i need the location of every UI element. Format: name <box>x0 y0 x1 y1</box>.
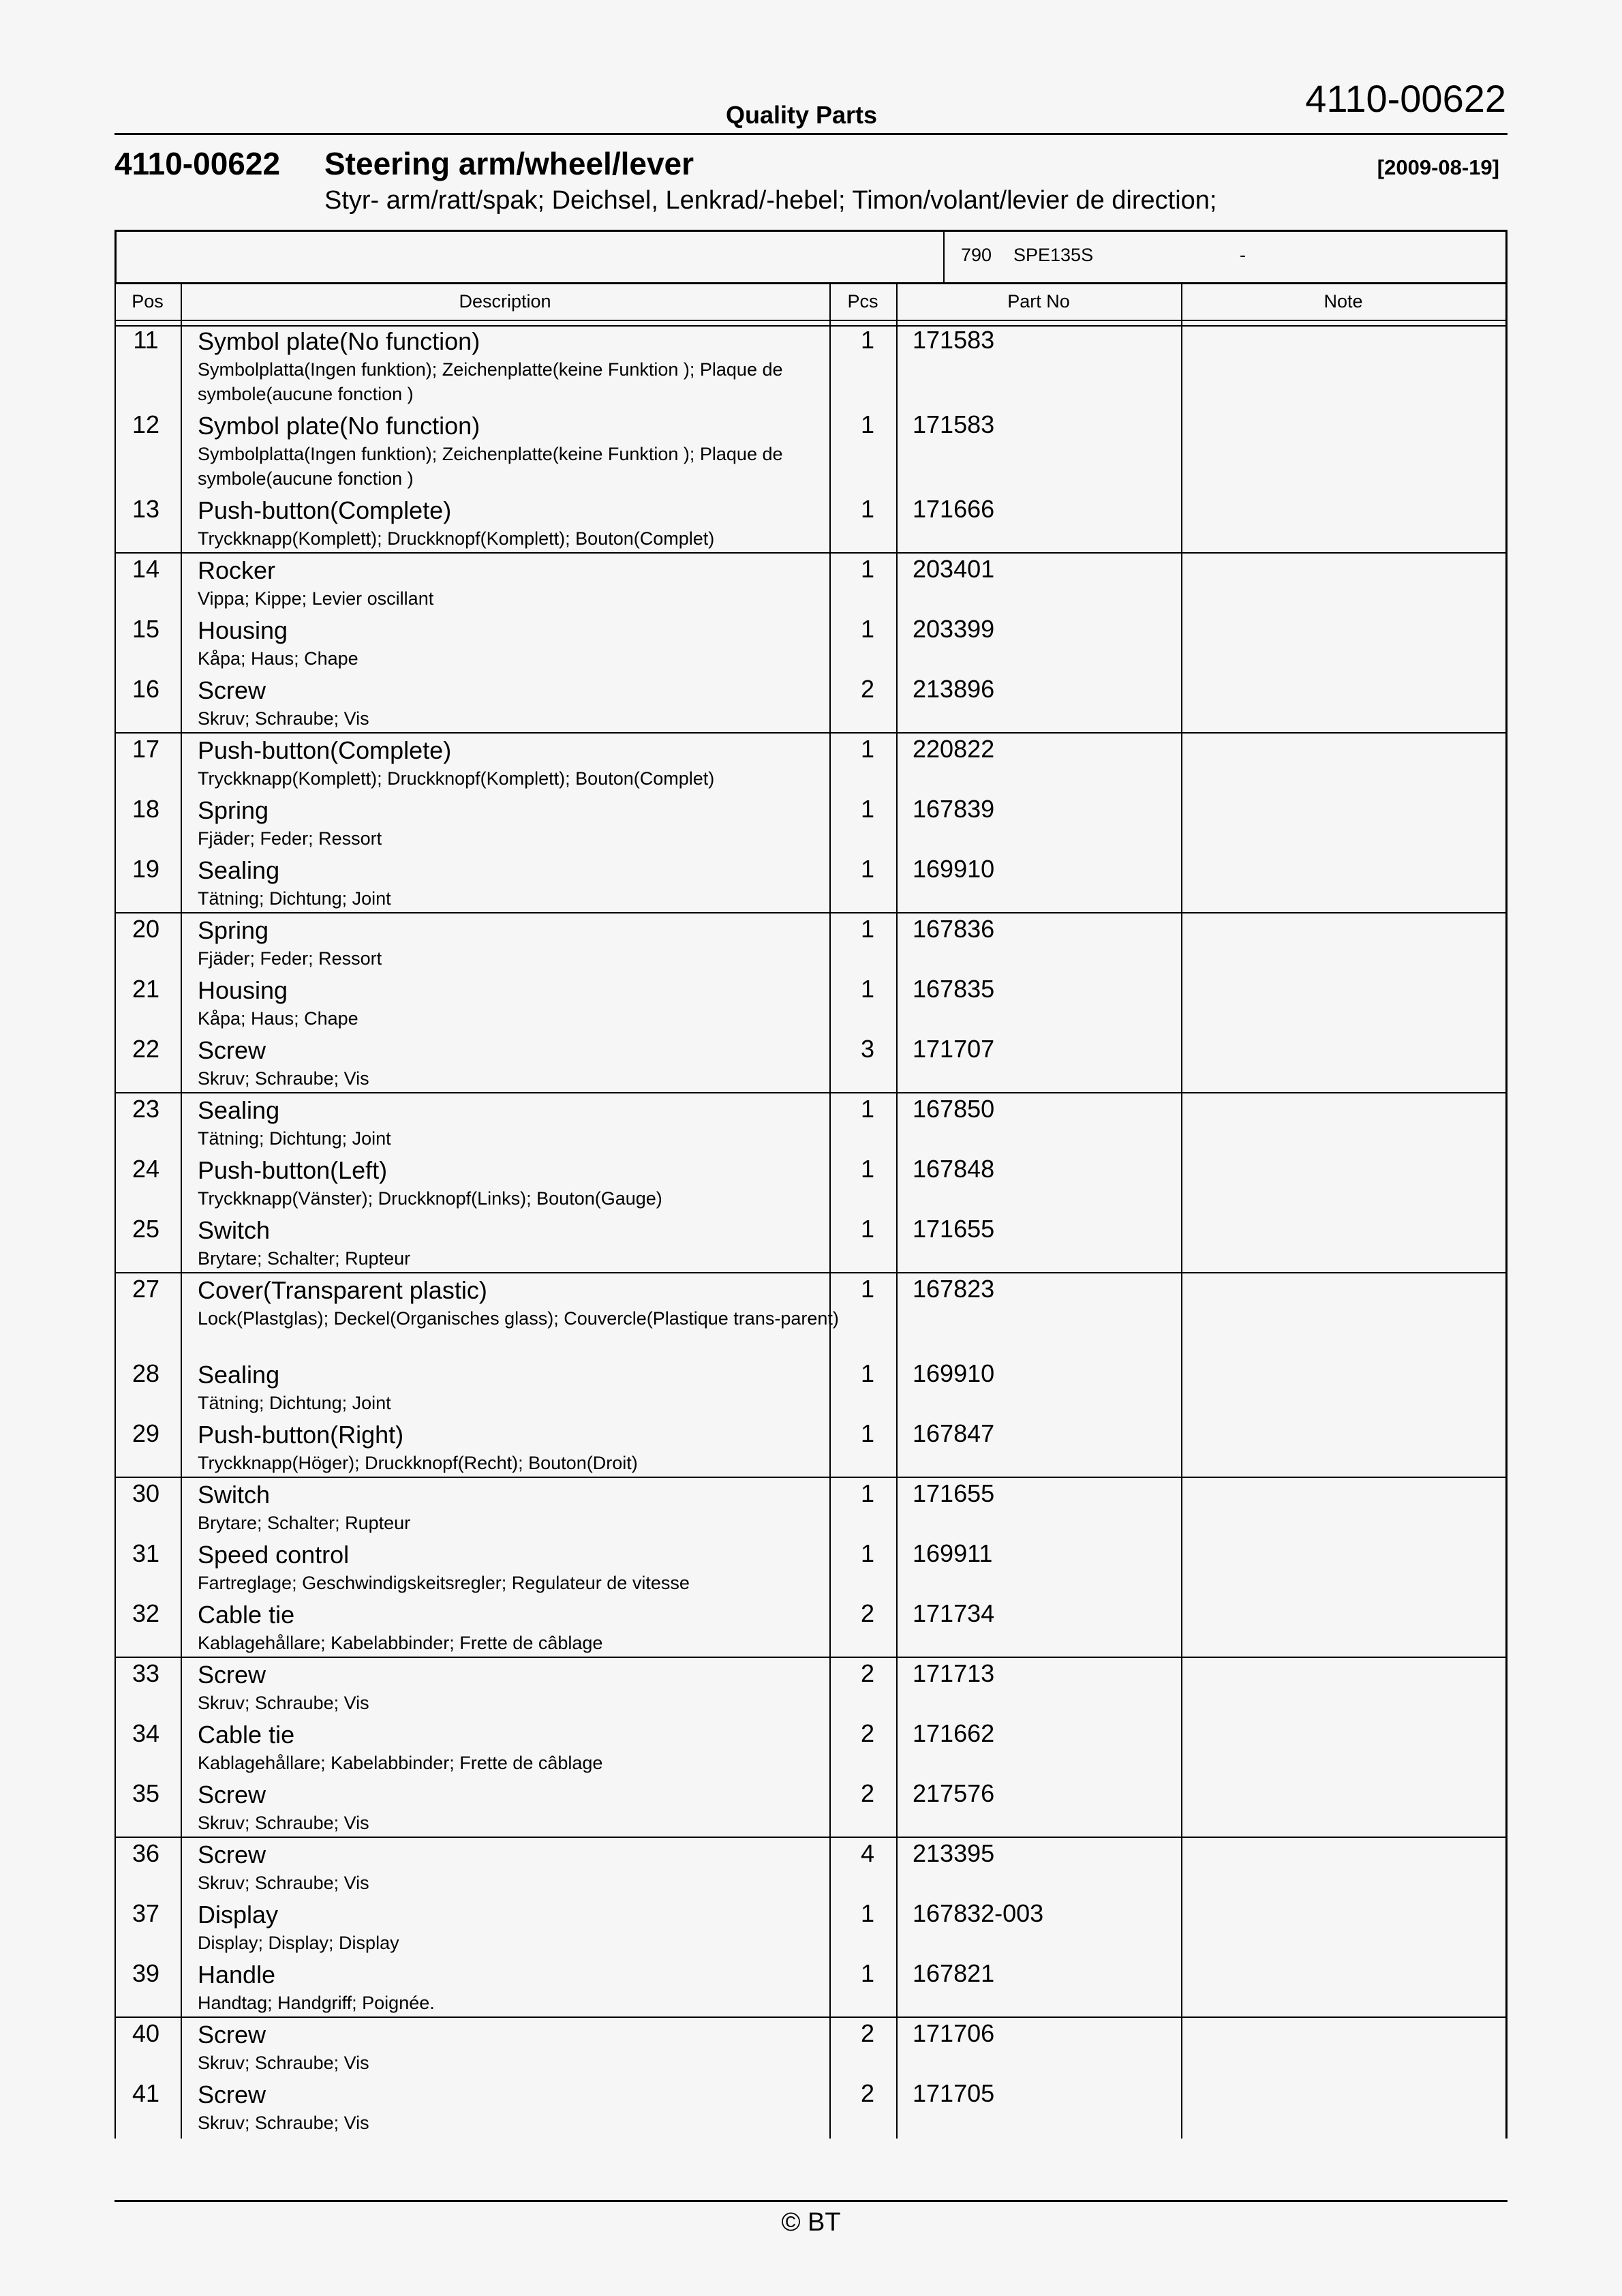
cell-pos: 12 <box>132 410 160 438</box>
cell-pcs: 1 <box>860 1359 875 1387</box>
cell-description <box>198 1959 920 2015</box>
cell-pcs: 1 <box>860 615 875 643</box>
description-translations: Skruv; Schraube; Vis <box>198 1693 369 1713</box>
cell-pos: 20 <box>132 915 160 943</box>
description-main: Spring <box>198 916 269 944</box>
description-main: Housing <box>198 976 288 1004</box>
cell-pcs: 1 <box>860 326 875 354</box>
cell-pcs: 2 <box>860 1659 875 1687</box>
group-divider <box>114 1837 1508 1838</box>
cell-pcs: 1 <box>860 1155 875 1183</box>
cell-pos: 15 <box>132 615 160 643</box>
cell-part-no: 171655 <box>913 1479 995 1507</box>
description-translations: Tryckknapp(Vänster); Druckknopf(Links); Bouton(Gauge) <box>198 1188 662 1209</box>
cell-part-no: 203399 <box>913 615 995 643</box>
cell-description <box>198 855 920 911</box>
model-number: 790 <box>961 245 992 265</box>
cell-pos: 36 <box>132 1839 160 1867</box>
cell-pos: 34 <box>132 1719 160 1747</box>
cell-part-no: 171707 <box>913 1035 995 1063</box>
description-translations: Brytare; Schalter; Rupteur <box>198 1513 411 1533</box>
description-translations: Display; Display; Display <box>198 1933 399 1953</box>
col-divider-pos <box>181 284 182 2139</box>
cell-part-no: 171655 <box>913 1215 995 1243</box>
cell-part-no: 171583 <box>913 410 995 438</box>
group-divider <box>114 1477 1508 1478</box>
cell-pcs: 2 <box>860 1599 875 1627</box>
cell-pos: 39 <box>132 1959 160 1987</box>
model-divider <box>943 232 945 282</box>
cell-description <box>198 410 920 491</box>
description-translations: Kåpa; Haus; Chape <box>198 648 358 669</box>
cell-description <box>198 1599 920 1655</box>
description-main: Switch <box>198 1216 271 1244</box>
cell-pcs: 1 <box>860 1275 875 1303</box>
section-title: Steering arm/wheel/lever <box>324 146 694 181</box>
description-translations: Skruv; Schraube; Vis <box>198 1068 369 1089</box>
cell-part-no: 167821 <box>913 1959 995 1987</box>
cell-pcs: 1 <box>860 795 875 823</box>
cell-description <box>198 1155 920 1211</box>
cell-pcs: 1 <box>860 735 875 763</box>
description-main: Push-button(Complete) <box>198 736 452 764</box>
cell-description <box>198 1539 920 1595</box>
section-translations: Styr- arm/ratt/spak; Deichsel, Lenkrad/-hebel; Timon/volant/levier de direction; <box>324 186 1217 215</box>
cell-part-no: 169910 <box>913 855 995 883</box>
cell-pos: 16 <box>132 675 160 703</box>
description-main: Symbol plate(No function) <box>198 327 480 355</box>
cell-pcs: 2 <box>860 2019 875 2047</box>
description-translations: Kåpa; Haus; Chape <box>198 1008 358 1029</box>
cell-pos: 29 <box>132 1419 160 1447</box>
cell-part-no: 171706 <box>913 2019 995 2047</box>
description-main: Cable tie <box>198 1601 295 1629</box>
col-header-part-no: Part No <box>1007 291 1070 312</box>
col-header-description: Description <box>459 291 551 312</box>
cell-pos: 41 <box>132 2079 160 2107</box>
description-translations: Brytare; Schalter; Rupteur <box>198 1248 411 1269</box>
description-main: Cover(Transparent plastic) <box>198 1276 487 1304</box>
description-main: Sealing <box>198 1096 280 1124</box>
cell-description <box>198 326 920 406</box>
cell-part-no: 213395 <box>913 1839 995 1867</box>
cell-pos: 22 <box>132 1035 160 1063</box>
description-main: Push-button(Right) <box>198 1421 404 1449</box>
cell-pos: 23 <box>132 1095 160 1123</box>
cell-pcs: 1 <box>860 1215 875 1243</box>
group-divider <box>114 1092 1508 1093</box>
cell-pos: 18 <box>132 795 160 823</box>
group-divider <box>114 1657 1508 1658</box>
cell-description <box>198 2079 920 2135</box>
cell-pos: 33 <box>132 1659 160 1687</box>
cell-part-no: 167850 <box>913 1095 995 1123</box>
cell-description <box>198 555 920 611</box>
description-translations: Skruv; Schraube; Vis <box>198 1873 369 1893</box>
description-main: Screw <box>198 1781 266 1809</box>
description-main: Screw <box>198 1841 266 1869</box>
cell-part-no: 167848 <box>913 1155 995 1183</box>
cell-description <box>198 1275 920 1331</box>
cell-description <box>198 915 920 971</box>
description-translations: Tätning; Dichtung; Joint <box>198 888 391 909</box>
cell-part-no: 167847 <box>913 1419 995 1447</box>
cell-description <box>198 1035 920 1091</box>
description-main: Sealing <box>198 1361 280 1389</box>
description-translations: Handtag; Handgriff; Poignée. <box>198 1993 435 2013</box>
description-main: Speed control <box>198 1541 350 1569</box>
group-divider <box>114 2016 1508 2018</box>
cell-pcs: 2 <box>860 1779 875 1807</box>
cell-pos: 28 <box>132 1359 160 1387</box>
description-translations: Fjäder; Feder; Ressort <box>198 948 382 969</box>
cell-description <box>198 1659 920 1715</box>
col-header-pcs: Pcs <box>847 291 878 312</box>
description-translations: Vippa; Kippe; Levier oscillant <box>198 588 434 609</box>
cell-part-no: 167839 <box>913 795 995 823</box>
header-doc-number: 4110-00622 <box>1305 77 1506 120</box>
cell-pos: 14 <box>132 555 160 583</box>
cell-pcs: 1 <box>860 975 875 1003</box>
cell-pcs: 1 <box>860 1539 875 1567</box>
cell-pos: 13 <box>132 495 160 523</box>
description-translations: Skruv; Schraube; Vis <box>198 1813 369 1833</box>
col-header-note: Note <box>1323 291 1363 312</box>
description-main: Screw <box>198 676 266 704</box>
cell-part-no: 169910 <box>913 1359 995 1387</box>
model-name: SPE135S <box>1013 245 1094 265</box>
cell-part-no: 171662 <box>913 1719 995 1747</box>
cell-pos: 21 <box>132 975 160 1003</box>
cell-part-no: 171666 <box>913 495 995 523</box>
model-dash: - <box>1240 245 1246 265</box>
description-translations: Lock(Plastglas); Deckel(Organisches glass); Couvercle(Plastique trans-parent) <box>198 1308 839 1329</box>
cell-part-no: 171583 <box>913 326 995 354</box>
col-divider-part <box>1181 284 1182 2139</box>
description-translations: Tätning; Dichtung; Joint <box>198 1128 391 1149</box>
description-main: Rocker <box>198 556 276 584</box>
footer-copyright: © BT <box>781 2208 841 2237</box>
description-translations: Skruv; Schraube; Vis <box>198 708 369 729</box>
cell-pos: 37 <box>132 1899 160 1927</box>
cell-part-no: 171734 <box>913 1599 995 1627</box>
cell-pcs: 1 <box>860 855 875 883</box>
cell-part-no: 203401 <box>913 555 995 583</box>
cell-pos: 30 <box>132 1479 160 1507</box>
cell-pos: 40 <box>132 2019 160 2047</box>
description-translations: Tätning; Dichtung; Joint <box>198 1393 391 1413</box>
col-header-pos: Pos <box>132 291 164 312</box>
cell-part-no: 213896 <box>913 675 995 703</box>
header-title: Quality Parts <box>725 101 878 129</box>
description-main: Symbol plate(No function) <box>198 412 480 440</box>
cell-pcs: 2 <box>860 2079 875 2107</box>
cell-description <box>198 975 920 1031</box>
description-translations: Fartreglage; Geschwindigskeitsregler; Regulateur de vitesse <box>198 1573 690 1593</box>
header-divider <box>114 133 1508 135</box>
description-main: Screw <box>198 2081 266 2109</box>
cell-part-no: 167835 <box>913 975 995 1003</box>
cell-pcs: 1 <box>860 1959 875 1987</box>
cell-pos: 19 <box>132 855 160 883</box>
footer-divider <box>114 2200 1508 2202</box>
cell-part-no: 217576 <box>913 1779 995 1807</box>
cell-part-no: 171713 <box>913 1659 995 1687</box>
cell-part-no: 220822 <box>913 735 995 763</box>
cell-description <box>198 1215 920 1271</box>
section-code: 4110-00622 <box>114 146 281 181</box>
cell-pcs: 1 <box>860 495 875 523</box>
description-translations: Tryckknapp(Komplett); Druckknopf(Komplett); Bouton(Complet) <box>198 768 715 789</box>
cell-part-no: 171705 <box>913 2079 995 2107</box>
cell-pos: 25 <box>132 1215 160 1243</box>
description-main: Housing <box>198 616 288 644</box>
cell-pcs: 1 <box>860 915 875 943</box>
description-translations: Skruv; Schraube; Vis <box>198 2113 369 2133</box>
cell-pcs: 1 <box>860 555 875 583</box>
parts-table <box>114 284 1508 2139</box>
cell-description <box>198 1719 920 1775</box>
cell-pcs: 2 <box>860 675 875 703</box>
description-translations: Symbolplatta(Ingen funktion); Zeichenplatte(keine Funktion ); Plaque de symbole(aucune fonction ) <box>198 444 783 489</box>
cell-part-no: 169911 <box>913 1539 993 1567</box>
cell-pos: 27 <box>132 1275 160 1303</box>
cell-pos: 35 <box>132 1779 160 1807</box>
cell-description <box>198 615 920 671</box>
cell-description <box>198 1779 920 1835</box>
cell-pos: 17 <box>132 735 160 763</box>
description-translations: Symbolplatta(Ingen funktion); Zeichenplatte(keine Funktion ); Plaque de symbole(aucune fonction ) <box>198 359 783 404</box>
description-main: Screw <box>198 1661 266 1689</box>
group-divider <box>114 1272 1508 1273</box>
cell-pcs: 1 <box>860 410 875 438</box>
group-divider <box>114 912 1508 913</box>
cell-description <box>198 495 920 551</box>
description-translations: Tryckknapp(Komplett); Druckknopf(Komplett); Bouton(Complet) <box>198 528 715 549</box>
cell-part-no: 167832-003 <box>913 1899 1044 1927</box>
cell-description <box>198 735 920 791</box>
cell-pcs: 1 <box>860 1419 875 1447</box>
group-divider <box>114 732 1508 734</box>
cell-description <box>198 1479 920 1535</box>
description-translations: Tryckknapp(Höger); Druckknopf(Recht); Bouton(Droit) <box>198 1453 638 1473</box>
cell-pcs: 1 <box>860 1095 875 1123</box>
description-main: Push-button(Complete) <box>198 496 452 524</box>
group-divider <box>114 552 1508 554</box>
description-main: Spring <box>198 796 269 824</box>
description-translations: Fjäder; Feder; Ressort <box>198 828 382 849</box>
cell-description <box>198 1839 920 1895</box>
table-border-right <box>1505 284 1508 2139</box>
cell-pcs: 1 <box>860 1899 875 1927</box>
description-main: Display <box>198 1901 279 1929</box>
description-main: Sealing <box>198 856 280 884</box>
cell-description <box>198 1359 920 1415</box>
description-main: Push-button(Left) <box>198 1156 388 1184</box>
section-date: [2009-08-19] <box>1377 155 1499 179</box>
cell-description <box>198 675 920 731</box>
model-box <box>114 230 1508 284</box>
cell-description <box>198 1095 920 1151</box>
description-translations: Kablagehållare; Kabelabbinder; Frette de câblage <box>198 1753 603 1773</box>
cell-description <box>198 1899 920 1955</box>
description-main: Screw <box>198 1036 266 1064</box>
cell-description <box>198 795 920 851</box>
description-main: Cable tie <box>198 1721 295 1749</box>
cell-description <box>198 1419 920 1475</box>
description-translations: Skruv; Schraube; Vis <box>198 2053 369 2073</box>
cell-part-no: 167836 <box>913 915 995 943</box>
description-main: Switch <box>198 1481 271 1509</box>
cell-pos: 11 <box>133 326 159 354</box>
cell-pos: 32 <box>132 1599 160 1627</box>
cell-part-no: 167823 <box>913 1275 995 1303</box>
cell-pcs: 3 <box>860 1035 875 1063</box>
cell-pcs: 2 <box>860 1719 875 1747</box>
header-rule-1 <box>114 320 1508 321</box>
description-translations: Kablagehållare; Kabelabbinder; Frette de câblage <box>198 1633 603 1653</box>
cell-pcs: 4 <box>860 1839 875 1867</box>
description-main: Screw <box>198 2021 266 2049</box>
cell-pos: 31 <box>132 1539 160 1567</box>
cell-pos: 24 <box>132 1155 160 1183</box>
description-main: Handle <box>198 1961 276 1989</box>
cell-description <box>198 2019 920 2075</box>
cell-pcs: 1 <box>860 1479 875 1507</box>
